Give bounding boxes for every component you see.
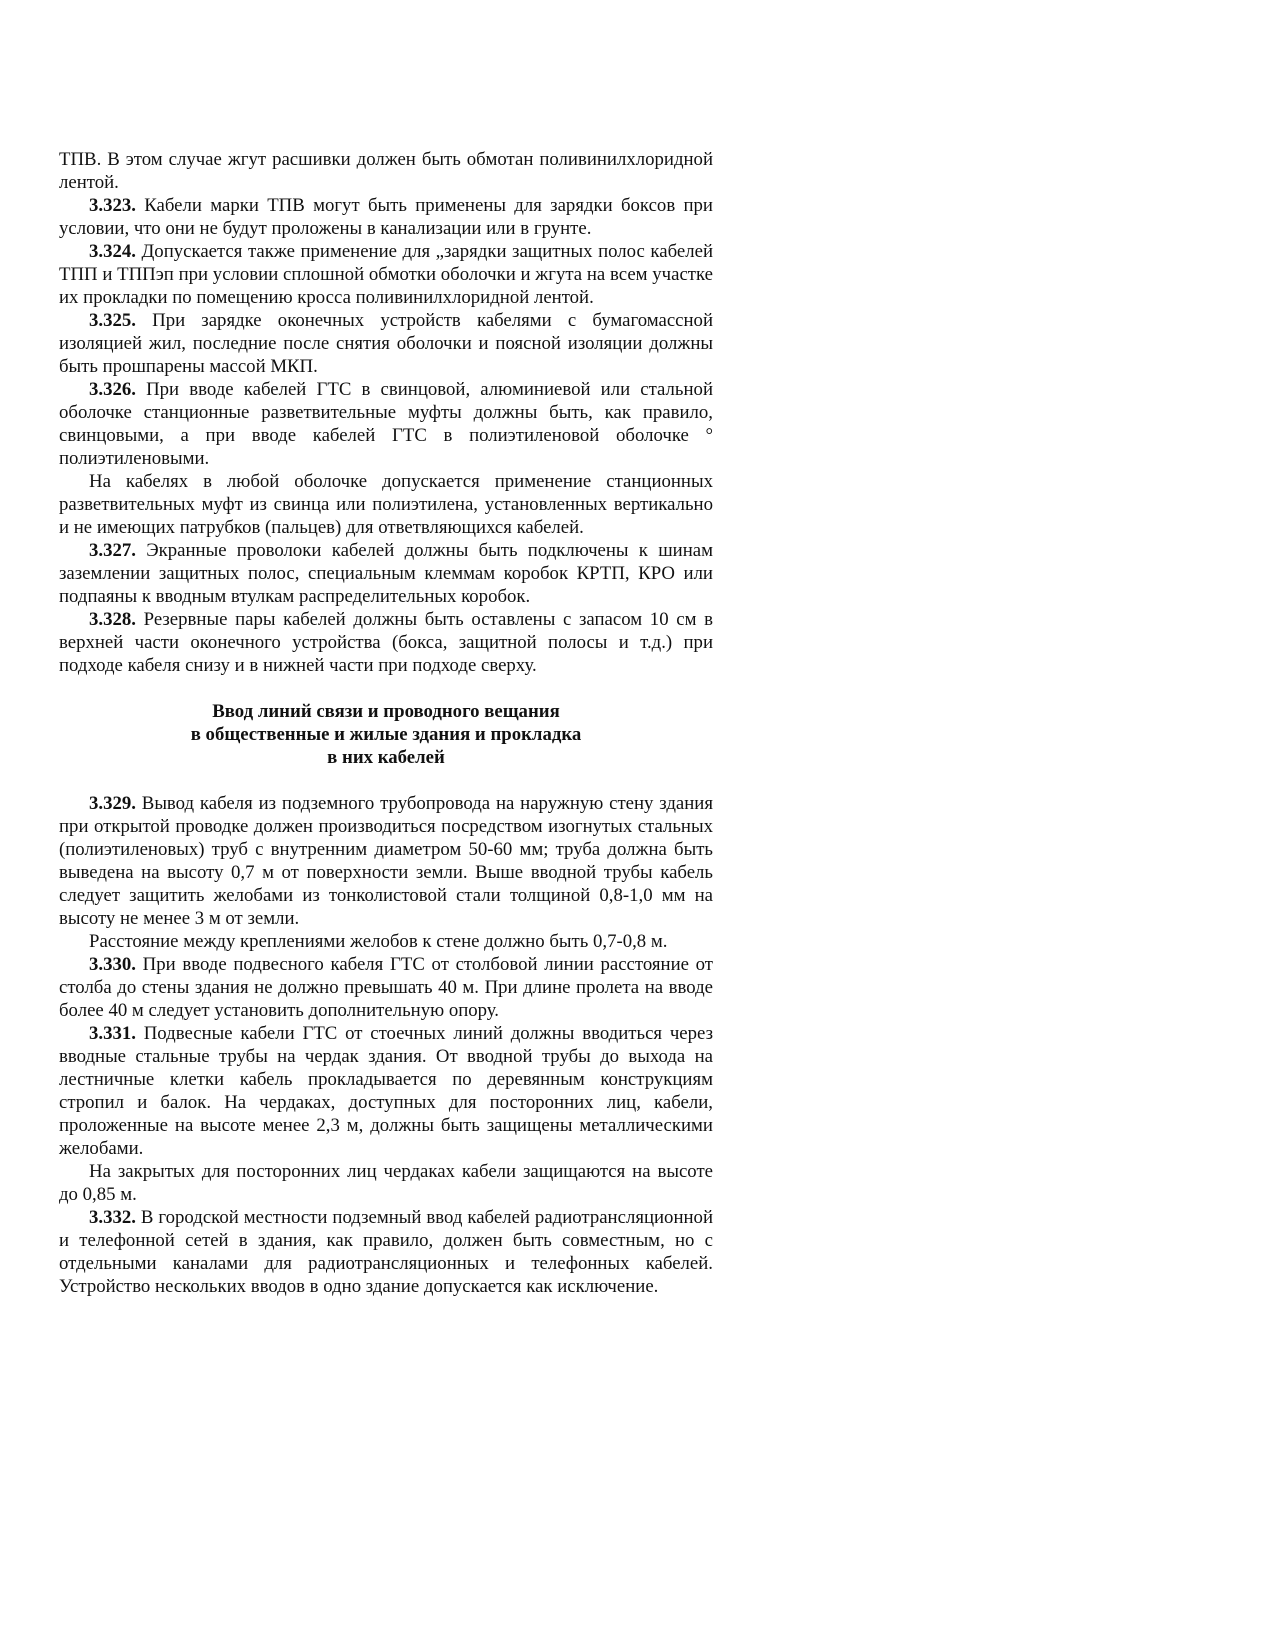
clause-number: 3.329. bbox=[89, 793, 136, 814]
paragraph-3-330 bbox=[59, 953, 713, 1022]
paragraph-text: На кабелях в любой оболочке допускается применение станционных разветвительных муфт из свинца или полиэтилена, установленных вертикально и не имеющих патрубков (пальцев) для ответвляющихся кабелей. bbox=[59, 471, 713, 538]
clause-number: 3.323. bbox=[89, 195, 136, 216]
paragraph-text: Расстояние между креплениями желобов к стене должно быть 0,7-0,8 м. bbox=[89, 931, 668, 952]
paragraph-3-324 bbox=[59, 240, 713, 309]
paragraph-3-331-note bbox=[59, 1160, 713, 1206]
paragraph-text: Резервные пары кабелей должны быть оставлены с запасом 10 см в верхней части оконечного устройства (бокса, защитной полосы и т.д.) при подходе кабеля снизу и в нижней части при подходе сверху. bbox=[59, 609, 713, 676]
paragraph-text: Экранные проволоки кабелей должны быть подключены к шинам заземлении защитных полос, специальным клеммам коробок КРТП, КРО или подпаяны к вводным втулкам распределительных коробок. bbox=[59, 540, 713, 607]
paragraph-text: При вводе кабелей ГТС в свинцовой, алюминиевой или стальной оболочке станционные разветвительные муфты должны быть, как правило, свинцовыми, а при вводе кабелей ГТС в полиэтиленовой оболочке ° полиэтиленовыми. bbox=[59, 379, 713, 469]
paragraph-text: Вывод кабеля из подземного трубопровода на наружную стену здания при открытой проводке должен производиться посредством изогнутых стальных (полиэтиленовых) труб с внутренним диаметром 50-60 мм; труба должна быть выведена на высоту 0,7 м от поверхности земли. Выше вводной трубы кабель следует защитить желобами из тонколистовой стали толщиной 0,8-1,0 мм на высоту не менее 3 м от земли. bbox=[59, 793, 713, 929]
paragraph-text: ТПВ. В этом случае жгут расшивки должен быть обмотан поливинилхлоридной лентой. bbox=[59, 149, 713, 193]
paragraph-3-329-note bbox=[59, 930, 713, 953]
paragraph-3-332 bbox=[59, 1206, 713, 1298]
clause-number: 3.324. bbox=[89, 241, 136, 262]
document-page bbox=[59, 148, 713, 1298]
paragraph-3-325 bbox=[59, 309, 713, 378]
clause-number: 3.331. bbox=[89, 1023, 136, 1044]
paragraph-3-327 bbox=[59, 539, 713, 608]
section-heading-line: в них кабелей bbox=[327, 747, 445, 768]
section-heading-line: в общественные и жилые здания и прокладка bbox=[190, 724, 582, 745]
paragraph-3-331 bbox=[59, 1022, 713, 1160]
paragraph-text: Допускается также применение для „зарядки защитных полос кабелей ТПП и ТППэп при условии сплошной обмотки оболочки и жгута на всем участке их прокладки по помещению кросса поливинилхлоридной лентой. bbox=[59, 241, 713, 308]
clause-number: 3.332. bbox=[89, 1207, 136, 1228]
paragraph-3-329 bbox=[59, 792, 713, 930]
paragraph-3-323 bbox=[59, 194, 713, 240]
section-heading-line: Ввод линий связи и проводного вещания bbox=[212, 701, 560, 722]
paragraph-continuation bbox=[59, 148, 713, 194]
paragraph-text: В городской местности подземный ввод кабелей радиотрансляционной и телефонной сетей в здания, как правило, должен быть совместным, но с отдельными каналами для радиотрансляционных и телефонных кабелей. Устройство нескольких вводов в одно здание допускается как исключение. bbox=[59, 1207, 713, 1297]
paragraph-text: На закрытых для посторонних лиц чердаках кабели защищаются на высоте до 0,85 м. bbox=[59, 1161, 713, 1205]
clause-number: 3.325. bbox=[89, 310, 136, 331]
clause-number: 3.330. bbox=[89, 954, 136, 975]
paragraph-3-326-note bbox=[59, 470, 713, 539]
paragraph-text: При зарядке оконечных устройств кабелями с бумагомассной изоляцией жил, последние после снятия оболочки и поясной изоляции должны быть прошпарены массой МКП. bbox=[59, 310, 713, 377]
clause-number: 3.326. bbox=[89, 379, 136, 400]
clause-number: 3.327. bbox=[89, 540, 136, 561]
paragraph-text: Кабели марки ТПВ могут быть применены для зарядки боксов при условии, что они не будут проложены в канализации или в грунте. bbox=[59, 195, 713, 239]
paragraph-3-328 bbox=[59, 608, 713, 677]
clause-number: 3.328. bbox=[89, 609, 136, 630]
paragraph-3-326 bbox=[59, 378, 713, 470]
section-heading bbox=[59, 700, 713, 769]
paragraph-text: При вводе подвесного кабеля ГТС от столбовой линии расстояние от столба до стены здания не должно превышать 40 м. При длине пролета на вводе более 40 м следует установить дополнительную опору. bbox=[59, 954, 713, 1021]
paragraph-text: Подвесные кабели ГТС от стоечных линий должны вводиться через вводные стальные трубы на чердак здания. От вводной трубы до выхода на лестничные клетки кабель прокладывается по деревянным конструкциям стропил и балок. На чердаках, доступных для посторонних лиц, кабели, проложенные на высоте менее 2,3 м, должны быть защищены металлическими желобами. bbox=[59, 1023, 713, 1159]
